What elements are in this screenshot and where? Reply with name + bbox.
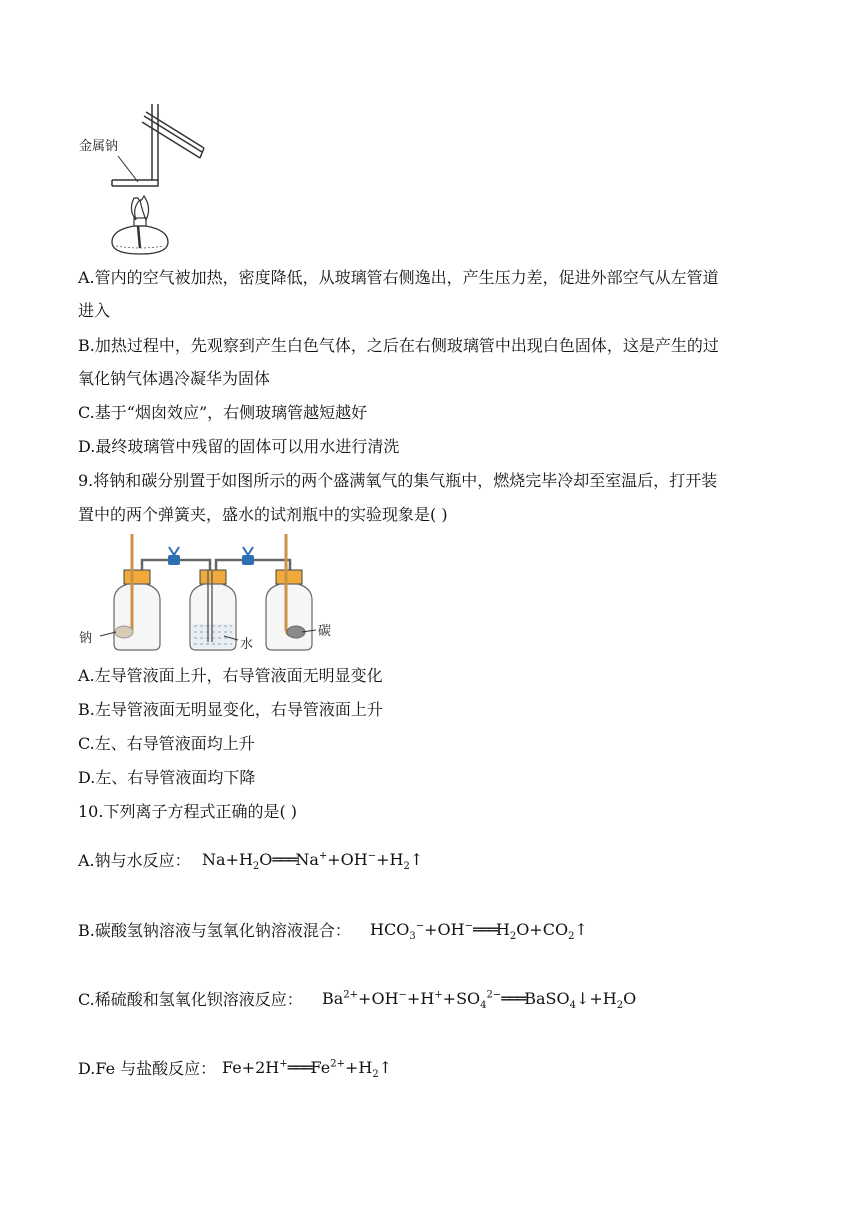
q10-stem: 10.下列离子方程式正确的是( ) [78, 802, 298, 821]
q10-option-c-equation: $Ba^{2+}+OH^-+H^++SO_4^{2-}═══BaSO_4↓+H_2O$ [322, 989, 637, 1012]
left-bottle [100, 534, 160, 650]
q8-option-b-line2: 氧化钠气体遇冷凝华为固体 [78, 369, 271, 388]
q8-option-c: C.基于“烟囱效应”，右侧玻璃管越短越好 [78, 403, 368, 422]
q10-option-d-label: D.Fe 与盐酸反应： [78, 1059, 217, 1078]
q10-option-c-label: C.稀硫酸和氢氧化钡溶液反应： [78, 990, 303, 1009]
q10-option-a-label: A.钠与水反应： [78, 851, 191, 870]
sodium-label: 金属钠 [79, 139, 119, 154]
q8-option-d: D.最终玻璃管中残留的固体可以用水进行清洗 [78, 437, 400, 456]
middle-bottle [190, 570, 238, 650]
water-label: 水 [240, 637, 254, 652]
q8-option-a-line2: 进入 [78, 301, 111, 320]
q10-option-b-label: B.碳酸氢钠溶液与氢氧化钠溶液混合： [78, 921, 351, 940]
carbon-label: 碳 [318, 624, 332, 639]
right-bottle [266, 534, 316, 650]
q10-option-d-equation: $Fe+2H^+═══Fe^{2+}+H_2↑$ [222, 1058, 393, 1081]
q9-option-d: D.左、右导管液面均下降 [78, 768, 256, 787]
q9-option-a: A.左导管液面上升，右导管液面无明显变化 [78, 666, 383, 685]
q10-option-b-equation: $HCO_3^-+OH^-═══H_2O+CO_2↑$ [370, 920, 588, 943]
gas-bottles-figure [76, 532, 346, 654]
sodium-label-2: 钠 [79, 631, 93, 646]
left-clamp [168, 547, 180, 565]
q9-option-b: B.左导管液面无明显变化，右导管液面上升 [78, 700, 383, 719]
q9-option-c: C.左、右导管液面均上升 [78, 734, 255, 753]
sodium-heating-figure [76, 100, 226, 258]
q9-stem-line1: 9.将钠和碳分别置于如图所示的两个盛满氧气的集气瓶中，燃烧完毕冷却至室温后，打开装 [78, 471, 718, 490]
q8-option-b-line1: B.加热过程中，先观察到产生白色气体，之后在右侧玻璃管中出现白色固体，这是产生的过 [78, 336, 719, 355]
q8-option-a-line1: A.管内的空气被加热，密度降低，从玻璃管右侧逸出，产生压力差，促进外部空气从左管道 [78, 268, 719, 287]
right-clamp [242, 547, 254, 565]
q9-stem-line2: 置中的两个弹簧夹，盛水的试剂瓶中的实验现象是( ) [78, 505, 448, 524]
q10-option-a-equation: $Na+H_2O═══Na^++OH^-+H_2↑$ [202, 850, 424, 873]
